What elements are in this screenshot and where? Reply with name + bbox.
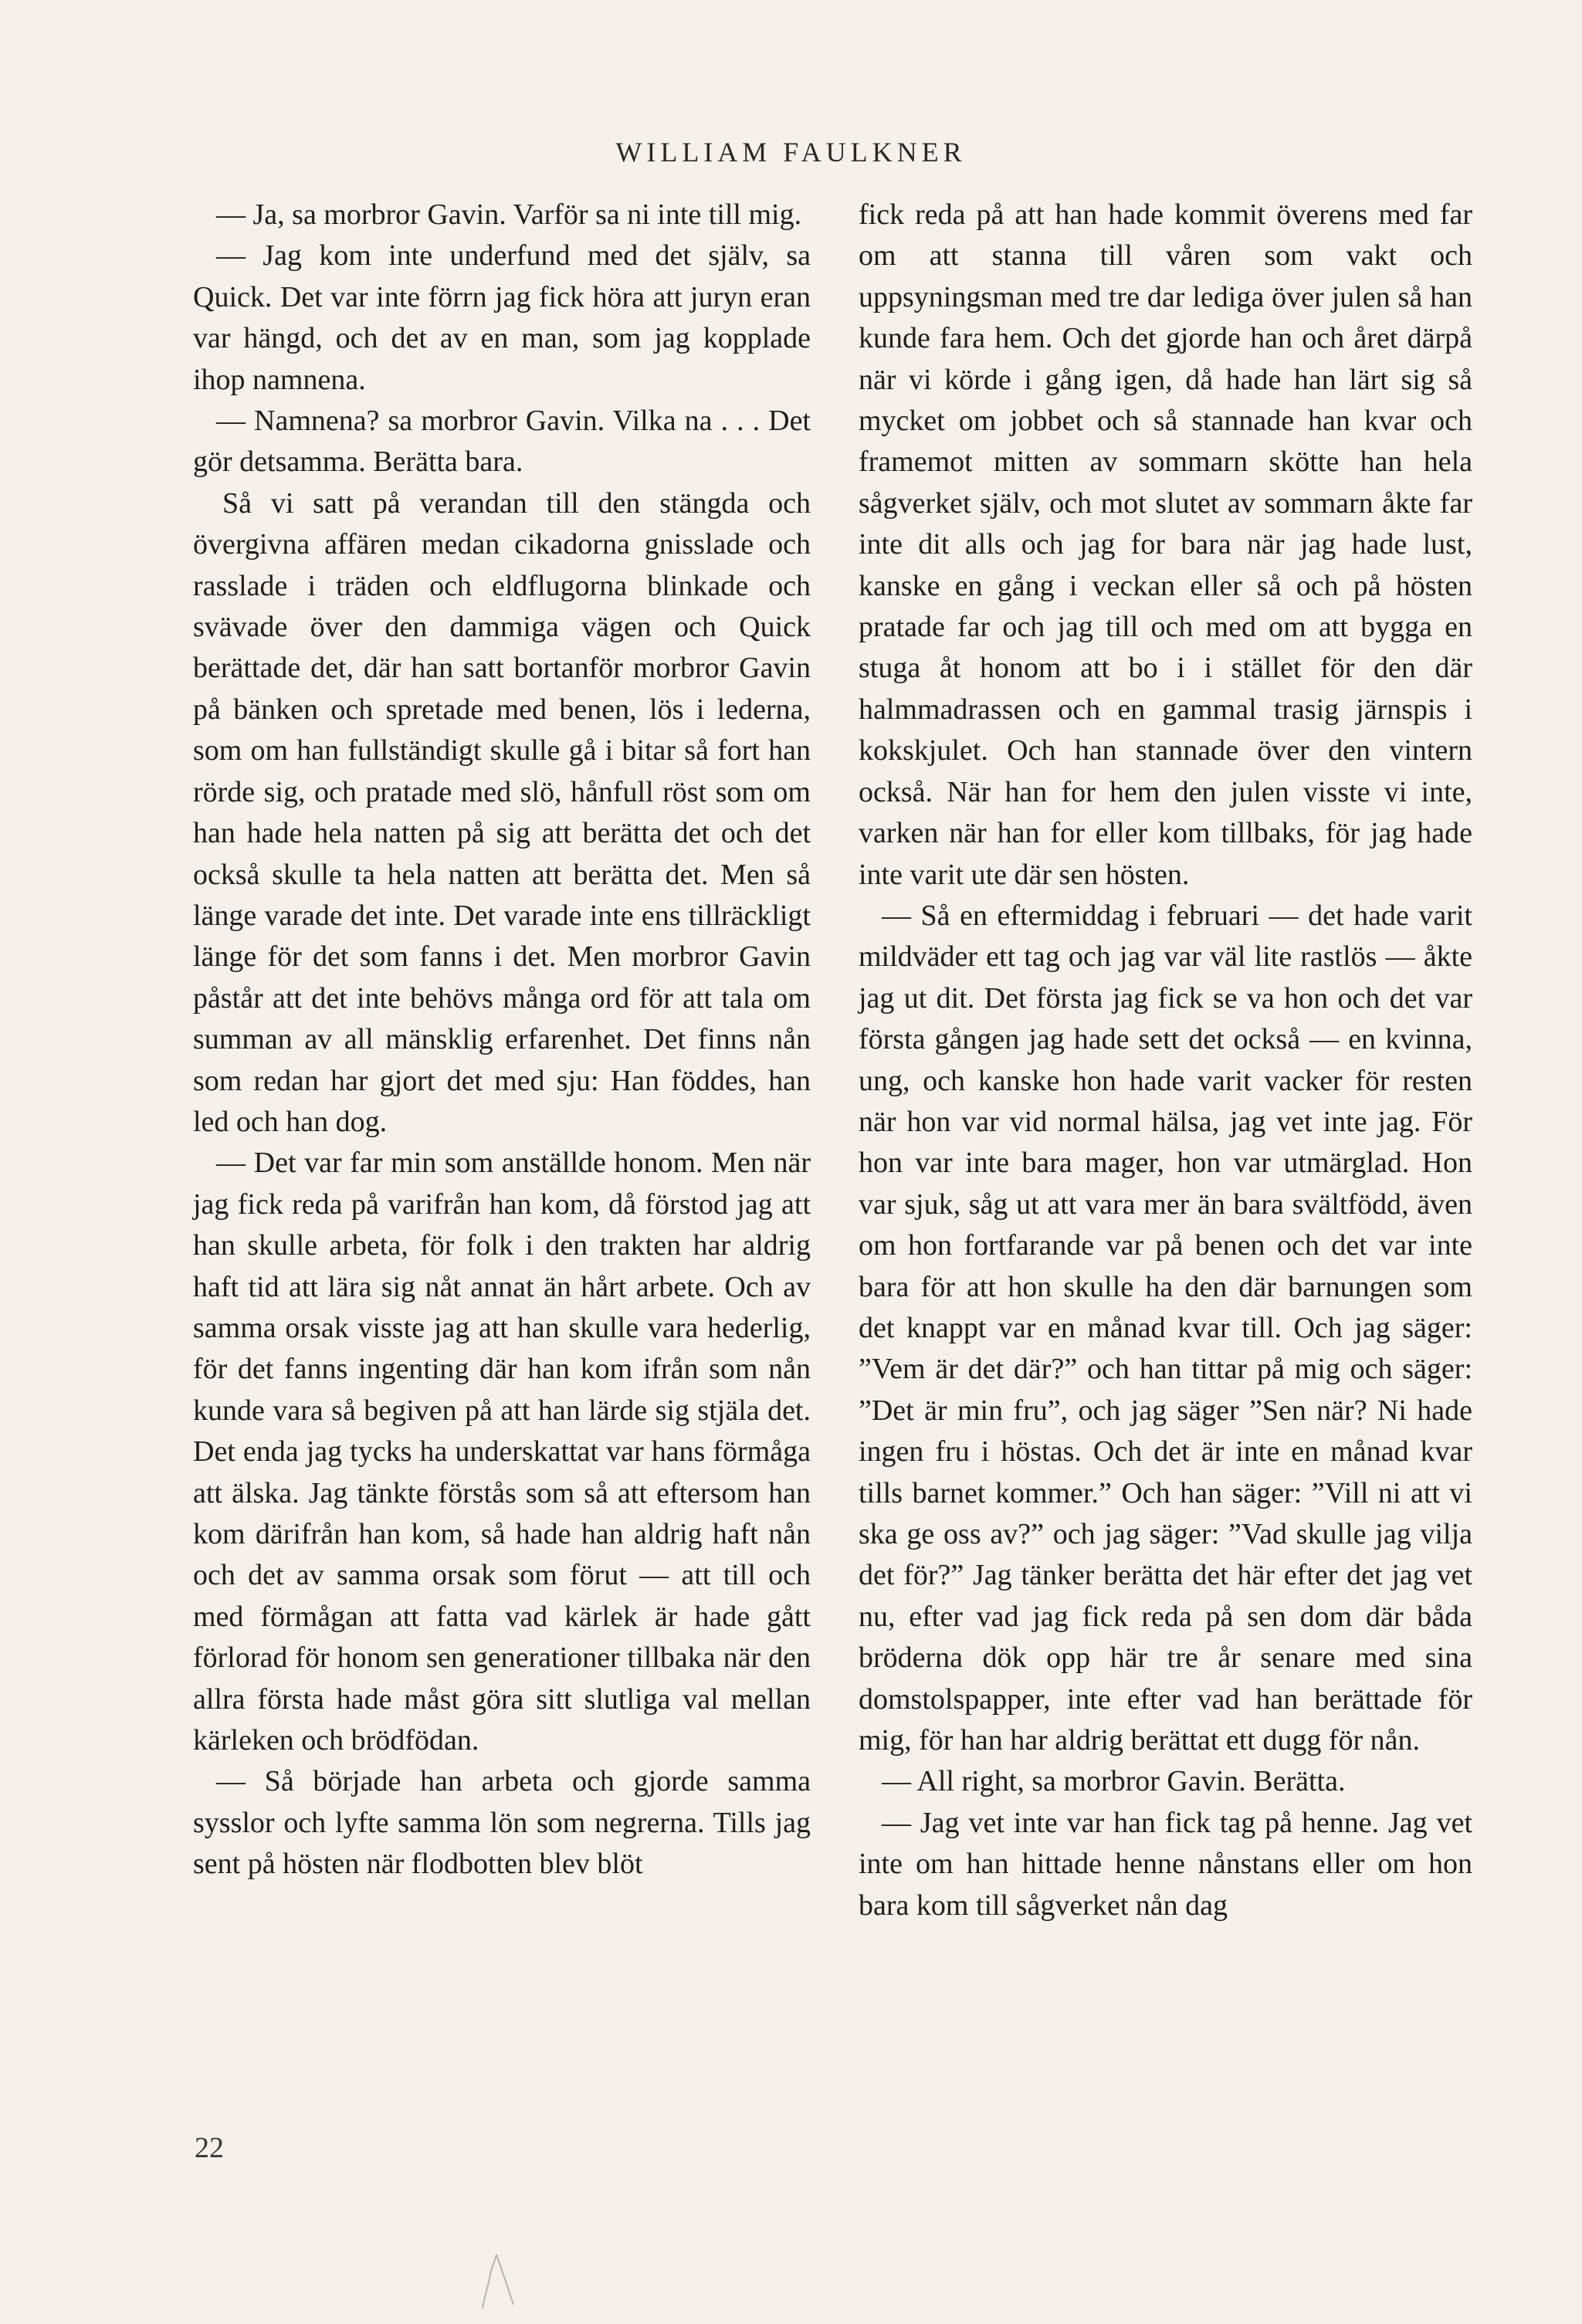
paragraph: — Det var far min som anställde honom. Men när jag fick reda på varifrån han kom, då förstod jag att han skulle arbeta, för folk i den trakten har aldrig haft tid att lära sig nåt annat än hårt arbete. Och av samma orsak visste jag att han skulle vara hederlig, för det fanns ingenting där han kom ifrån som nån kunde vara så begiven på att han lärde sig stjäla det. Det enda jag tycks ha underskattat var hans förmåga att älska. Jag tänkte förstås som så att eftersom han kom därifrån han kom, så hade han aldrig haft nån och det av samma orsak som förut — att till och med förmågan att fatta vad kärlek är hade gått förlorad för honom sen generationer tillbaka när den allra första hade måst göra sitt slutliga val mellan kärleken och brödfödan. bbox=[193, 1147, 811, 1757]
paragraph: — All right, sa morbror Gavin. Berätta. bbox=[882, 1765, 1346, 1798]
paragraph: — Jag kom inte underfund med det själv, sa Quick. Det var inte förrn jag fick höra att juryn eran var hängd, och det av en man, som jag kopplade ihop namnena. bbox=[193, 239, 811, 396]
left-column bbox=[193, 195, 811, 1885]
paragraph: — Ja, sa morbror Gavin. Varför sa ni inte till mig. bbox=[216, 198, 802, 231]
paragraph: Så vi satt på verandan till den stängda och övergivna affären medan cikadorna gnisslade och rasslade i träden och eldflugorna blinkade och svävade över den dammiga vägen och Quick berättade det, där han satt bortanför morbror Gavin på bänken och spretade med benen, lös i lederna, som om han fullständigt skulle gå i bitar så fort han rörde sig, och pratade med slö, hånfull röst som om han hade hela natten på sig att berätta det och det också skulle ta hela natten att berätta det. Men så länge varade det inte. Det varade inte ens tillräckligt länge för det som fanns i det. Men morbror Gavin påstår att det inte behövs många ord för att tala om summan av all mänsklig erfarenhet. Det finns nån som redan har gjort det med sju: Han föddes, han led och han dog. bbox=[193, 486, 811, 1138]
paragraph: — Namnena? sa morbror Gavin. Vilka na . . . Det gör detsamma. Berätta bara. bbox=[193, 405, 811, 479]
page-number: 22 bbox=[195, 2132, 224, 2164]
paragraph: — Jag vet inte var han fick tag på henne. Jag vet inte om han hittade henne nånstans eller om hon bara kom till sågverket nån dag bbox=[859, 1806, 1472, 1922]
paragraph: fick reda på att han hade kommit överens med far om att stanna till våren som vakt och uppsyningsman med tre dar lediga över julen så han kunde fara hem. Och det gjorde han och året därpå när vi körde i gång igen, då hade han lärt sig så mycket om jobbet och så stannade han kvar och framemot mitten av sommarn skötte han hela sågverket själv, och mot slutet av sommarn åkte far inte dit alls och jag for bara när jag hade lust, kanske en gång i veckan eller så och på hösten pratade far och jag till och med om att bygga en stuga åt honom att bo i i stället för den där halmmadrassen och en gammal trasig järnspis i kokskjulet. Och han stannade över den vintern också. När han for hem den julen visste vi inte, varken när han for eller kom tillbaks, för jag hade inte varit ute där sen hösten. bbox=[859, 198, 1472, 891]
paragraph: — Så en eftermiddag i februari — det hade varit mildväder ett tag och jag var väl lite rastlös — åkte jag ut dit. Det första jag fick se va hon och det var första gången jag hade sett det också — en kvinna, ung, och kanske hon hade varit vacker för resten när hon var vid normal hälsa, jag vet inte jag. För hon var inte bara mager, hon var utmärglad. Hon var sjuk, såg ut att vara mer än bara svältfödd, även om hon fortfarande var på benen och det var inte bara för att hon skulle ha den där barnungen som det knappt var en månad kvar till. Och jag säger: ”Vem är det där?” och han tittar på mig och säger: ”Det är min fru”, och jag säger ”Sen när? Ni hade ingen fru i höstas. Och det är inte en månad kvar tills barnet kommer.” Och han säger: ”Vill ni att vi ska ge oss av?” och jag säger: ”Vad skulle jag vilja det för?” Jag tänker berätta det här efter det jag vet nu, efter vad jag fick reda på sen dom där båda bröderna dök opp här tre år senare med sina domstolspapper, inte efter vad han berättade för mig, för han har aldrig berättat ett dugg för nån. bbox=[859, 899, 1472, 1757]
paragraph: — Så började han arbeta och gjorde samma sysslor och lyfte samma lön som negrerna. Tills jag sent på hösten när flodbotten blev blöt bbox=[193, 1765, 811, 1881]
right-column bbox=[859, 195, 1472, 1926]
running-head: WILLIAM FAULKNER bbox=[615, 137, 967, 168]
pencil-mark-icon bbox=[467, 2243, 521, 2312]
